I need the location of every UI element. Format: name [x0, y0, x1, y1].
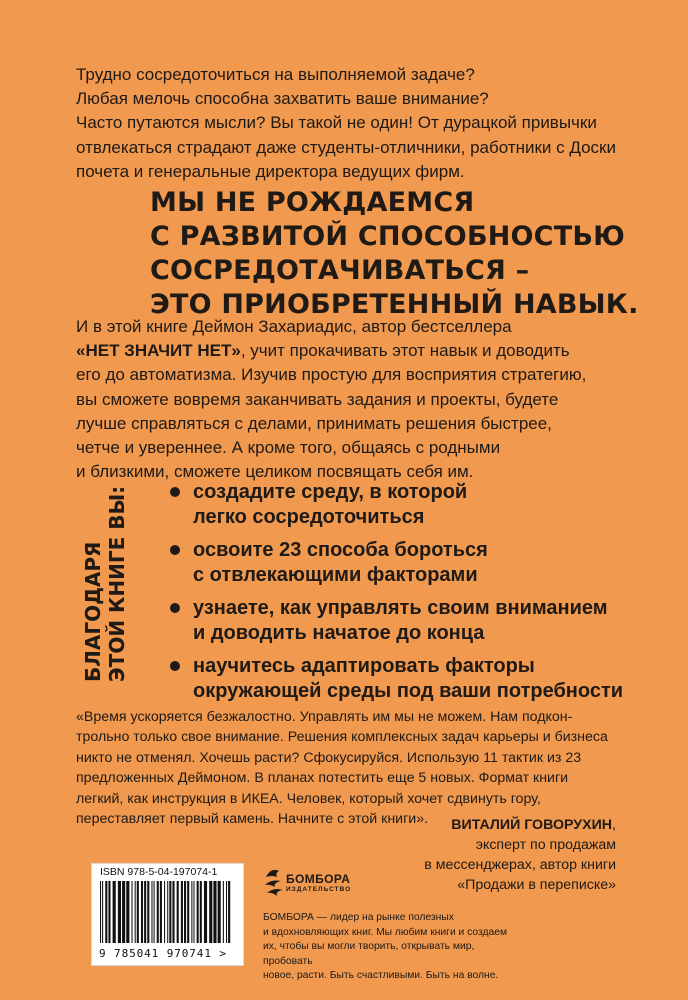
barcode-bar	[132, 881, 133, 943]
quote-line: легкий, как инструкция в ИКЕА. Человек, который хочет сдвинуть гору,	[76, 790, 541, 807]
quote-line: переставляет первый камень. Начните с этой книги».	[76, 811, 429, 828]
barcode-bar	[164, 881, 165, 943]
barcode-bar	[100, 881, 101, 943]
barcode-bar	[184, 881, 186, 943]
description-text: И в этой книге Деймон Захариадис, автор бестселлера	[76, 317, 512, 336]
barcode-bar	[137, 881, 139, 943]
intro-line: Любая мелочь способна захватить ваше внимание?	[76, 89, 489, 109]
barcode-bar	[167, 881, 168, 943]
barcode-bar	[193, 881, 194, 943]
barcode-bar	[181, 881, 183, 943]
benefit-line: освоите 23 способа бороться	[193, 539, 488, 561]
description-paragraph	[76, 315, 636, 484]
barcode-bar	[118, 881, 121, 943]
benefits-heading-line: ЭТОЙ КНИГЕ ВЫ:	[105, 485, 129, 682]
barcode-bar	[191, 881, 192, 943]
barcode-bar	[113, 881, 116, 943]
barcode-bar	[204, 881, 207, 943]
benefit-line: окружающей среды под ваши потребности	[193, 680, 624, 702]
benefits-heading-line: БЛАГОДАРЯ	[81, 541, 105, 682]
barcode-bar	[209, 881, 212, 943]
barcode-bar	[144, 881, 146, 943]
barcode-bar	[200, 881, 202, 943]
barcode-bar	[160, 881, 162, 943]
barcode-bar	[226, 881, 227, 943]
barcode-bar	[177, 881, 179, 943]
quote-line: трольно только свое внимание. Решения комплексных задач карьеры и бизнеса	[76, 729, 608, 746]
bullet-icon	[170, 603, 180, 613]
benefit-item	[170, 654, 670, 704]
intro-line: отвлекаться страдают даже студенты-отличники, работники с Доски	[76, 137, 616, 157]
book-title-reference: «НЕТ ЗНАЧИТ НЕТ»	[76, 341, 241, 361]
benefit-line: с отвлекающими факторами	[193, 564, 478, 586]
description-line	[76, 315, 636, 339]
barcode-bar	[213, 881, 216, 943]
benefit-item	[170, 480, 670, 530]
barcode-bar	[228, 881, 230, 943]
description-line: его до автоматизма. Изучив простую для восприятия стратегию,	[76, 365, 587, 385]
benefits-heading	[81, 482, 129, 682]
quote-attribution	[390, 815, 616, 895]
description-line: четче и увереннее. А кроме того, общаясь с родными	[76, 438, 501, 458]
intro-paragraph	[76, 63, 636, 184]
barcode-bar	[223, 881, 224, 943]
benefit-item	[170, 538, 670, 588]
benefit-line: узнаете, как управлять своим вниманием	[193, 597, 608, 619]
barcode-bar	[218, 881, 221, 943]
testimonial-quote	[76, 707, 636, 829]
barcode-bar	[122, 881, 125, 943]
quote-author-comma: ,	[612, 817, 616, 833]
barcode-bar	[135, 881, 136, 943]
barcode-bar	[102, 881, 103, 943]
intro-line: Часто путаются мысли? Вы такой не один! От дурацкой привычки	[76, 113, 597, 133]
quote-line: никто не отменял. Хочешь расти? Сфокусируйся. Использую 11 тактик из 23	[76, 749, 582, 766]
description-line: лучше справляться с делами, принимать решения быстрее,	[76, 413, 552, 433]
barcode-icon	[98, 881, 236, 947]
quote-line: предложенных Деймоном. В планах потестить еще 5 новых. Формат книги	[76, 770, 569, 787]
benefit-line: научитесь адаптировать факторы	[193, 655, 535, 677]
benefit-item	[170, 596, 670, 646]
bullet-icon	[170, 545, 180, 555]
publisher-logo-subtitle: ИЗДАТЕЛЬСТВО	[286, 886, 352, 893]
barcode-bar	[169, 881, 171, 943]
barcode-bar	[108, 881, 110, 943]
description-line: и близкими, сможете целиком посвящать себя им.	[76, 462, 474, 482]
headline-line: СОСРЕДОТАЧИВАТЬСЯ –	[150, 255, 530, 286]
intro-line: почета и генеральные директора ведущих фирм.	[76, 161, 465, 181]
barcode-bar	[157, 881, 159, 943]
barcode-bar	[126, 881, 129, 943]
isbn-number: ISBN 978-5-04-197074-1	[100, 866, 218, 878]
description-line	[76, 339, 636, 363]
headline-line: ЭТО ПРИОБРЕТЕННЫЙ НАВЫК.	[150, 289, 639, 320]
publisher-logo-name: БОМБОРА	[286, 872, 351, 886]
barcode-bar	[141, 881, 143, 943]
publisher-description	[263, 911, 523, 984]
quote-author-desc: эксперт по продажам	[475, 837, 616, 853]
barcode-bar	[151, 881, 152, 943]
barcode-bar	[197, 881, 199, 943]
barcode-bar	[147, 881, 149, 943]
description-text: , учит прокачивать этот навык и доводить	[240, 341, 570, 361]
benefit-line: создадите среду, в которой	[193, 481, 468, 503]
barcode-digits: 9 785041 970741 >	[99, 947, 227, 960]
barcode-bar	[105, 881, 107, 943]
headline	[150, 186, 670, 322]
publisher-line: новое, расти. Быть счастливыми. Быть на волне.	[263, 970, 499, 981]
headline-line: МЫ НЕ РОЖДАЕМСЯ	[150, 187, 475, 218]
benefit-line: и доводить начатое до конца	[193, 622, 485, 644]
headline-line: С РАЗВИТОЙ СПОСОБНОСТЬЮ	[150, 221, 625, 252]
quote-author-name: ВИТАЛИЙ ГОВОРУХИН	[451, 817, 613, 833]
publisher-line: БОМБОРА — лидер на рынке полезных	[263, 912, 454, 923]
quote-line: «Время ускоряется безжалостно. Управлять им мы не можем. Нам подкон-	[76, 709, 573, 725]
barcode-bar	[187, 881, 189, 943]
publisher-line: и вдохновляющих книг. Мы любим книги и создаем	[263, 926, 508, 938]
bullet-icon	[170, 487, 180, 497]
benefit-line: легко сосредоточиться	[193, 506, 425, 528]
benefits-list	[170, 480, 670, 712]
quote-author-desc: в мессенджерах, автор книги	[424, 857, 616, 873]
publisher-line: их, чтобы вы могли творить, открывать мир, пробовать	[263, 941, 475, 967]
barcode-bar	[154, 881, 155, 943]
barcode-bar	[172, 881, 174, 943]
quote-author-desc: «Продажи в переписке»	[457, 877, 616, 893]
description-line: вы сможете вовремя заканчивать задания и проекты, будете	[76, 389, 559, 409]
intro-line: Трудно сосредоточиться на выполняемой задаче?	[76, 65, 475, 84]
bullet-icon	[170, 661, 180, 671]
